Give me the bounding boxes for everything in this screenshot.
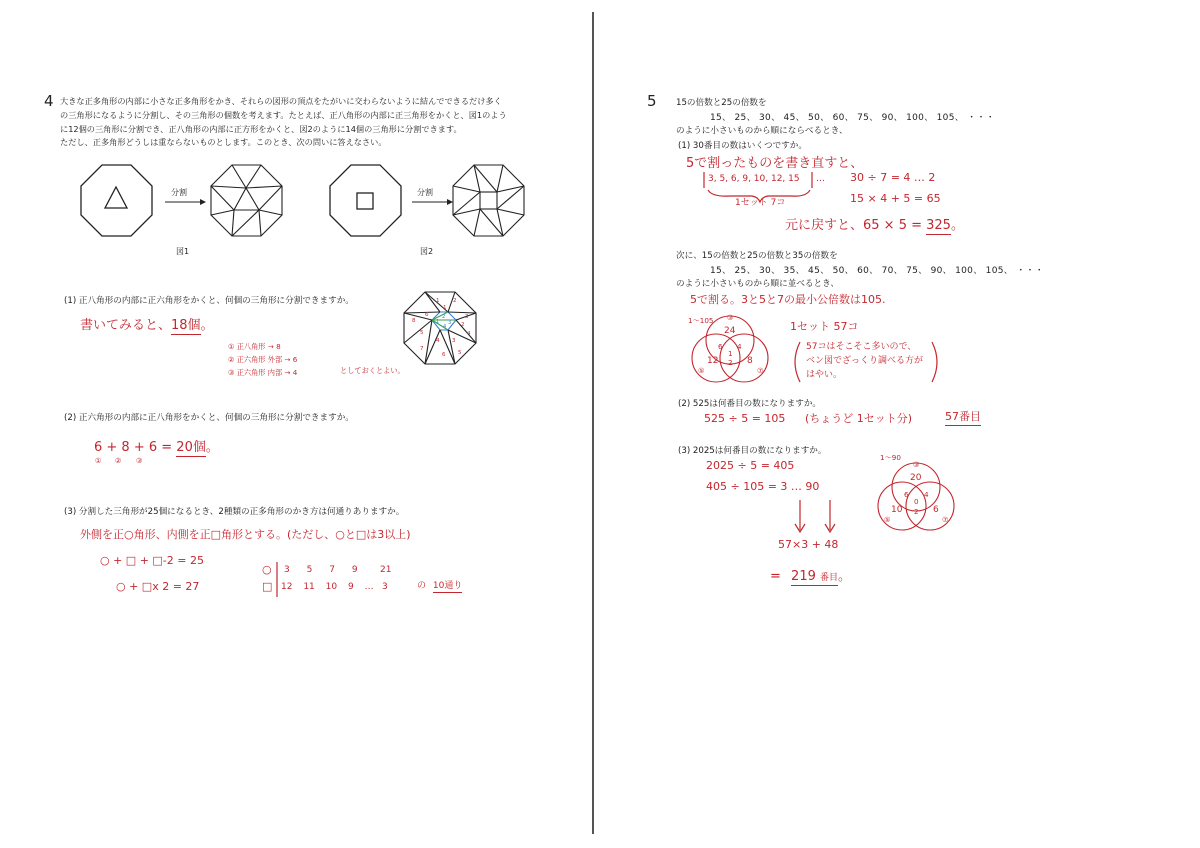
table-cell: … [364, 582, 374, 592]
p4-q1-note-tail: としておくとよい。 [340, 366, 405, 375]
p4-q3-eq1: ○ + □ + □-2 = 25 [100, 554, 204, 567]
venn1-range: 1〜105 [688, 316, 714, 325]
statement-line: 大きな正多角形の内部に小さな正多角形をかき、それらの図形の頂点をたがいに交わらないように結んでできるだけ多く [60, 96, 502, 106]
venn2-value: 6 [933, 505, 939, 515]
p5-intro4: のように小さいものから順に並べるとき、 [676, 279, 839, 289]
p5-set-count: 1セット 57コ [790, 320, 859, 333]
venn1-value: 24 [724, 326, 736, 336]
venn2-value: 4 [924, 490, 929, 499]
venn2-value: 6 [904, 490, 909, 499]
svg-text:3: 3 [452, 338, 456, 344]
p4-q3-row2 [281, 582, 374, 592]
p4-q2-answer-suffix: 。 [205, 440, 219, 455]
statement-line: ただし、正多角形どうしは重ならないものとします。このとき、次の問いに答えなさい。 [60, 137, 387, 148]
venn1-value: 12 [707, 356, 719, 366]
venn2-label: ⑤ [884, 515, 891, 524]
p4-q2-expr: 6 + 8 + 6 = [94, 440, 173, 455]
p5-q3-calc1: 2025 ÷ 5 = 405 [706, 459, 795, 472]
svg-text:5: 5 [458, 350, 462, 356]
svg-text:2: 2 [442, 314, 446, 320]
p4-q3-answer-prefix: の [417, 581, 427, 591]
p5-q1-group-label: 1セット 7コ [735, 198, 786, 208]
svg-text:1: 1 [436, 298, 440, 304]
svg-text:4: 4 [467, 331, 471, 337]
p4-q3-eq2: ○ + □x 2 = 27 [116, 580, 200, 593]
svg-text:4: 4 [436, 338, 440, 344]
p4-q3-table-label-circle: ○ [262, 563, 272, 576]
p4-q1-question: (1) 正八角形の内部に正六角形をかくと、何個の三角形に分割できますか。 [64, 296, 354, 306]
paren-note-line: 57コはそこそこ多いので、 [806, 342, 917, 352]
p5-q3-answer-line [770, 565, 851, 584]
p4-q3-answer-line [417, 578, 462, 591]
p4-q2-answer: 20個 [176, 440, 206, 455]
p5-intro1: 15の倍数と25の倍数を [676, 98, 767, 108]
p5-q1-question: (1) 30番目の数はいくつですか。 [678, 141, 807, 151]
p5-seq1: 15、 25、 30、 45、 50、 60、 75、 90、 100、 105、 ・・・ [710, 113, 996, 123]
problem4-number: 4 [44, 92, 54, 110]
svg-text:8: 8 [412, 318, 416, 324]
svg-text:2: 2 [461, 322, 465, 328]
venn1-value: 4 [737, 342, 742, 351]
venn1-value: 6 [718, 342, 723, 351]
svg-text:3: 3 [465, 314, 469, 320]
table-cell: 21 [380, 565, 392, 575]
svg-text:4: 4 [443, 324, 447, 330]
p5-q3-answer-group [791, 569, 838, 586]
p5-q2-question: (2) 525は何番目の数になりますか。 [678, 399, 822, 409]
figure2-arrow-label: 分割 [417, 188, 433, 197]
p5-q3-calc2: 405 ÷ 105 = 3 … 90 [706, 480, 820, 493]
venn2-value: 20 [910, 473, 922, 483]
paren-note-line: ベン図でざっくり調べる方が [806, 356, 924, 366]
venn2-label: ③ [913, 460, 920, 469]
p5-q2-calc: 525 ÷ 5 = 105 [704, 412, 786, 425]
venn1-value: 2 [728, 358, 733, 367]
figure2-caption: 図2 [420, 247, 434, 256]
venn2-value: 0 [914, 497, 919, 506]
svg-text:5: 5 [420, 330, 424, 336]
p5-q1-group: 3, 5, 6, 9, 10, 12, 15 [708, 174, 800, 184]
table-cell: 11 [303, 582, 315, 592]
p4-q3-answer: 10通り [432, 581, 463, 591]
venn1-label: ⑤ [698, 366, 705, 375]
p4-q1-answer: 18個 [171, 318, 201, 333]
statement-line: の三角形になるように分割し、その三角形の個数を考えます。たとえば、正八角形の内部に正三角形をかくと、図1のよう [60, 109, 507, 120]
p4-q3-row1 [284, 565, 358, 575]
p4-q3-question: (3) 分割した三角形が25個になるとき、2種類の正多角形のかき方は何通りありますか。 [64, 507, 405, 517]
p5-q1-back: 元に戻すと、65 × 5 = [785, 218, 922, 233]
p4-q2-mark: ③ [136, 456, 143, 465]
p5-intro3: 次に、15の倍数と25の倍数と35の倍数を [676, 251, 838, 261]
p5-q3-answer-unit: 番目 [820, 573, 839, 583]
svg-text:7: 7 [420, 346, 424, 352]
p5-q2-answer: 57番目 [945, 408, 981, 426]
p4-q1-note: ① 正八角形 → 8 [228, 342, 281, 351]
p5-q1-line1: 5で割ったものを書き直すと、 [686, 156, 864, 171]
svg-text:2: 2 [453, 298, 457, 304]
p5-q1-answer: 325 [926, 218, 951, 233]
table-cell: 9 [347, 582, 354, 592]
p5-intro2: のように小さいものから順にならべるとき、 [676, 126, 848, 136]
p4-q1-answer-suffix: 。 [200, 318, 214, 333]
figure1-caption: 図1 [176, 247, 190, 256]
p5-q1-group-tail: … [816, 174, 825, 184]
problem5-number: 5 [647, 92, 657, 110]
paren-note-line: はやい。 [806, 370, 843, 380]
venn1-value: 1 [728, 349, 733, 358]
p4-q1-note: ② 正六角形 外部 → 6 [228, 355, 298, 364]
statement-line: に12個の三角形に分割でき、正八角形の内部に正方形をかくと、図2のように14個の三角形に分割できます。 [60, 123, 462, 134]
venn2-range: 1〜90 [880, 453, 901, 462]
venn1-label: ⑦ [757, 366, 764, 375]
p5-q1-calc2: 15 × 4 + 5 = 65 [850, 192, 941, 205]
p4-q1-note: ③ 正六角形 内部 → 4 [228, 368, 298, 377]
venn1-label: ③ [727, 313, 734, 322]
p5-q1-answer-suffix: 。 [950, 218, 964, 233]
table-cell: 12 [281, 582, 293, 592]
p4-q3-table-label-square: □ [262, 580, 273, 593]
figure1-arrow-label: 分割 [171, 188, 187, 197]
p5-q3-answer: 219 [791, 569, 816, 584]
venn2-label: ⑦ [942, 515, 949, 524]
p5-q3-result-prefix: = [770, 569, 781, 584]
svg-text:6: 6 [425, 312, 429, 318]
svg-text:3: 3 [448, 320, 452, 326]
venn2-value: 2 [914, 507, 919, 516]
table-cell: 5 [306, 565, 313, 575]
svg-text:6: 6 [442, 352, 446, 358]
p4-q1-answer-prefix: 書いてみると、 [80, 318, 172, 333]
p4-q2-mark: ① [95, 456, 102, 465]
p5-q3-answer-suffix: 。 [838, 569, 852, 584]
p5-q3-question: (3) 2025は何番目の数になりますか。 [678, 446, 827, 456]
svg-text:1: 1 [436, 319, 440, 325]
table-cell: 7 [329, 565, 335, 575]
p5-q2-comment: (ちょうど 1セット分) [805, 412, 913, 425]
p4-q2-mark: ② [115, 456, 122, 465]
p4-q2-question: (2) 正六角形の内部に正八角形をかくと、何個の三角形に分割できますか。 [64, 413, 354, 423]
table-cell: 3 [284, 565, 290, 575]
table-cell: 10 [325, 582, 338, 592]
table-cell: 3 [382, 582, 388, 592]
p5-seq2: 15、 25、 30、 35、 45、 50、 60、 70、 75、 90、 100、 105、 ・・・ [710, 266, 1045, 276]
venn2-value: 10 [891, 505, 903, 515]
p4-q3-setup: 外側を正○角形、内側を正□角形とする。(ただし、○と□は3以上) [80, 528, 411, 541]
p5-note1: 5で割る。3と5と7の最小公倍数は105. [690, 293, 886, 306]
p5-q1-calc1: 30 ÷ 7 = 4 … 2 [850, 171, 936, 184]
svg-text:1: 1 [443, 305, 447, 311]
venn1-value: 8 [747, 356, 753, 366]
table-cell: 9 [351, 565, 358, 575]
p5-q3-calc3: 57×3 + 48 [778, 538, 839, 551]
